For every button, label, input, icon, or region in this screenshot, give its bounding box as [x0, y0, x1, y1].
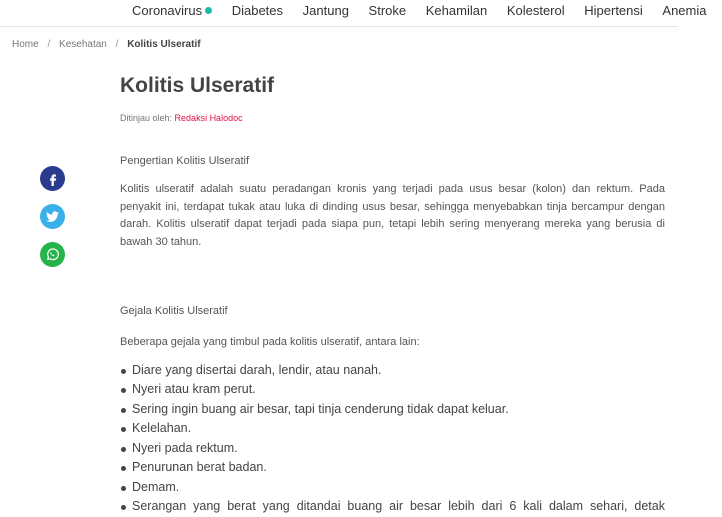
- top-navigation: [0, 0, 707, 27]
- list-item: Nyeri atau kram perut.: [132, 380, 665, 400]
- breadcrumb-category[interactable]: Kesehatan: [59, 39, 107, 50]
- breadcrumb-separator: /: [115, 39, 119, 50]
- list-item: Nyeri pada rektum.: [132, 439, 665, 459]
- section-heading: Pengertian Kolitis Ulseratif: [120, 155, 250, 167]
- nav-item-coronavirus[interactable]: [132, 3, 212, 18]
- list-item: Serangan yang berat yang ditandai buang air besar lebih dari 6 kali dalam sehari, detak: [132, 497, 665, 517]
- section-gejala: [120, 305, 665, 517]
- nav-item-kolesterol[interactable]: Kolesterol: [506, 3, 565, 18]
- share-bar: [40, 166, 65, 280]
- list-item: Demam.: [132, 478, 665, 498]
- nav-item-anemia[interactable]: Anemia: [662, 3, 707, 18]
- nav-items: [132, 3, 722, 18]
- twitter-icon: [45, 209, 60, 224]
- live-dot-icon: [205, 7, 212, 14]
- list-item: Sering ingin buang air besar, tapi tinja cenderung tidak dapat keluar.: [132, 400, 665, 420]
- share-facebook-button[interactable]: [40, 166, 65, 191]
- section-heading: Gejala Kolitis Ulseratif: [120, 305, 228, 317]
- nav-item-diabetes[interactable]: Diabetes: [231, 3, 284, 18]
- section-pengertian: [120, 155, 665, 251]
- nav-item-hipertensi[interactable]: Hipertensi: [584, 3, 643, 18]
- share-whatsapp-button[interactable]: [40, 242, 65, 267]
- section-intro: Beberapa gejala yang timbul pada kolitis ulseratif, antara lain:: [120, 336, 420, 348]
- nav-item-label: Coronavirus: [132, 3, 203, 18]
- reviewer-link[interactable]: Redaksi Halodoc: [174, 113, 243, 123]
- breadcrumb-home[interactable]: Home: [12, 39, 39, 50]
- list-item: Diare yang disertai darah, lendir, atau nanah.: [132, 361, 665, 381]
- facebook-icon: [46, 172, 60, 186]
- nav-item-jantung[interactable]: Jantung: [302, 3, 349, 18]
- reviewed-by: [120, 113, 243, 123]
- share-twitter-button[interactable]: [40, 204, 65, 229]
- nav-item-stroke[interactable]: Stroke: [368, 3, 407, 18]
- article-body: [120, 155, 665, 513]
- nav-item-kehamilan[interactable]: Kehamilan: [425, 3, 488, 18]
- reviewed-label: Ditinjau oleh:: [120, 113, 173, 123]
- symptom-list: [120, 361, 665, 517]
- whatsapp-icon: [45, 247, 60, 262]
- list-item: Kelelahan.: [132, 419, 665, 439]
- breadcrumb-separator: /: [47, 39, 51, 50]
- section-paragraph: Kolitis ulseratif adalah suatu peradangan kronis yang terjadi pada usus besar (kolon) dan rektum. Pada penyakit ini, terdapat tukak atau luka di dinding usus besar, sehingga menyebabkan tinja bercampur dengan darah. Kolitis ulseratif dapat terjadi pada siapa pun, tetapi lebih sering menyerang mereka yang berusia di bawah 30 tahun.: [120, 183, 665, 248]
- page-title: Kolitis Ulseratif: [120, 74, 275, 97]
- breadcrumb: [12, 39, 201, 50]
- list-item: Penurunan berat badan.: [132, 458, 665, 478]
- breadcrumb-current: Kolitis Ulseratif: [127, 39, 201, 50]
